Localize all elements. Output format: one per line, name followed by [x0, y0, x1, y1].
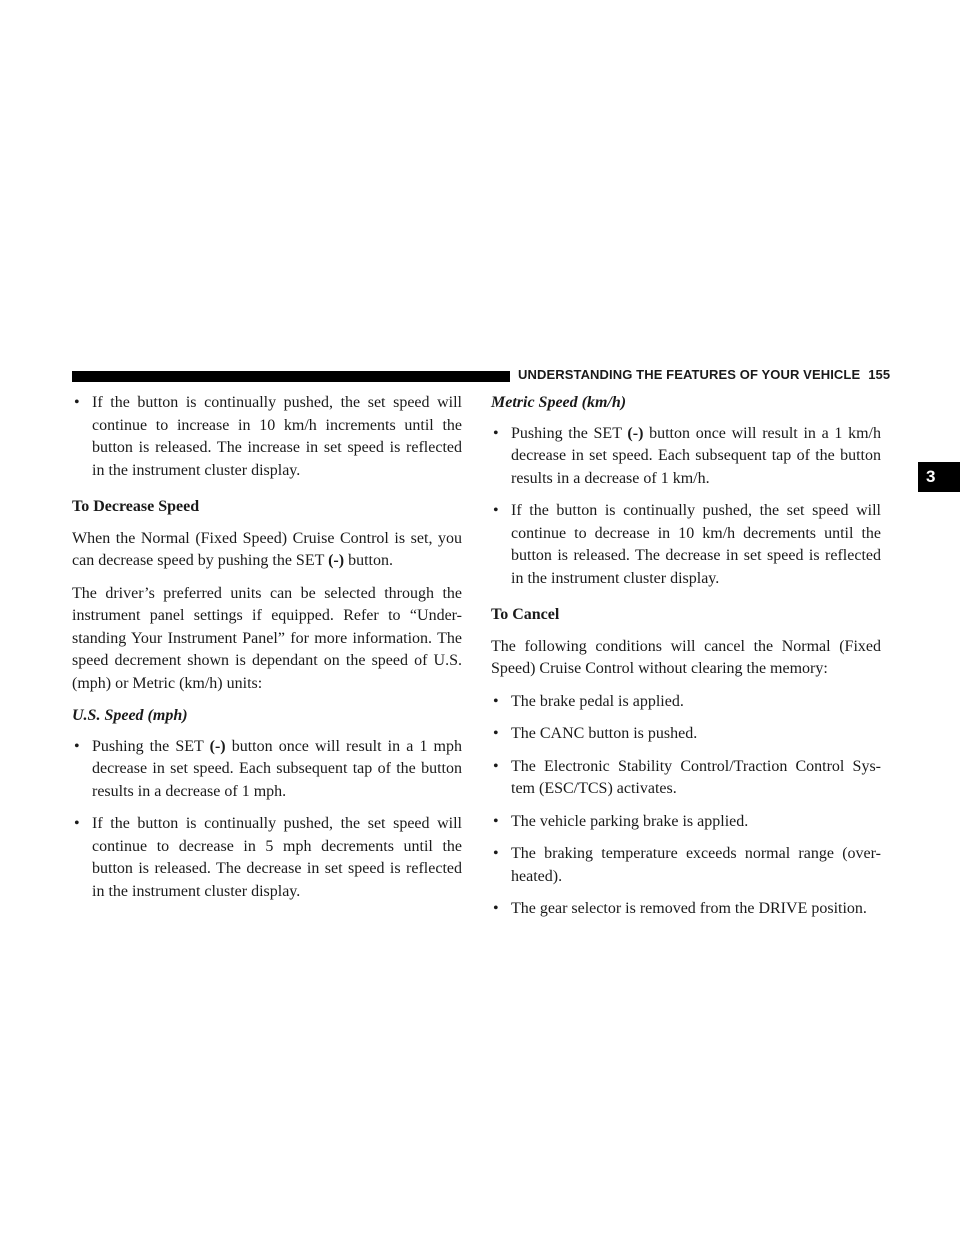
- set-minus-label: (-): [209, 737, 226, 755]
- para-preferred-units: The driver’s preferred units can be selected through the instrument panel settings if equipped. Refer to “Under-standing Your Instrument Panel” for more information. The speed decrement shown is dependant on the speed of U.S. (mph) or Metric (km/h) units:: [72, 584, 462, 692]
- para-cancel-intro: The following conditions will cancel the Normal (Fixed Speed) Cruise Control without clearing the memory:: [491, 637, 881, 677]
- bullet-metric-continual: • If the button is continually pushed, the set speed will continue to decrease in 10 km/h decrements until the button is released. The decrease in set speed is reflected in the instrument cluster display.: [491, 500, 881, 590]
- cancel-item: • The braking temperature exceeds normal range (over-heated).: [491, 843, 881, 888]
- cancel-item: • The Electronic Stability Control/Traction Control Sys-tem (ESC/TCS) activates.: [491, 756, 881, 801]
- cancel-item: • The vehicle parking brake is applied.: [491, 811, 881, 834]
- left-column: [72, 392, 462, 913]
- bullet-metric-tap: • Pushing the SET (-) button once will result in a 1 km/h decrease in set speed. Each subsequent tap of the button results in a decrease of 1 km/h.: [491, 423, 881, 491]
- cancel-item: • The CANC button is pushed.: [491, 723, 881, 746]
- bullet-us-continual: • If the button is continually pushed, the set speed will continue to decrease in 5 mph decrements until the button is released. The decrease in set speed is reflected in the instrument cluster display.: [72, 813, 462, 903]
- heading-to-cancel: To Cancel: [491, 606, 560, 623]
- para-decrease-speed: When the Normal (Fixed Speed) Cruise Control is set, you can decrease speed by pushing the SET (-) button.: [72, 529, 462, 569]
- bullet-continual-increase: • If the button is continually pushed, the set speed will continue to increase in 10 km/h increments until the button is released. The increase in set speed is reflected in the instrument cluster display.: [72, 392, 462, 482]
- cancel-item: • The gear selector is removed from the DRIVE position.: [491, 898, 881, 921]
- page-number: 155: [868, 367, 891, 382]
- heading-decrease-speed: To Decrease Speed: [72, 498, 200, 515]
- header-rule: [72, 371, 510, 382]
- subheading-us-speed: U.S. Speed (mph): [72, 707, 188, 724]
- running-header: [518, 367, 890, 382]
- right-column: [491, 392, 881, 931]
- set-minus-label: (-): [627, 424, 644, 442]
- chapter-tab: 3: [918, 462, 960, 492]
- bullet-us-tap: • Pushing the SET (-) button once will result in a 1 mph decrease in set speed. Each subsequent tap of the button results in a decrease of 1 mph.: [72, 736, 462, 804]
- set-minus-label: (-): [328, 552, 345, 569]
- section-title: UNDERSTANDING THE FEATURES OF YOUR VEHICLE: [518, 367, 861, 382]
- subheading-metric-speed: Metric Speed (km/h): [491, 394, 627, 411]
- cancel-item: • The brake pedal is applied.: [491, 691, 881, 714]
